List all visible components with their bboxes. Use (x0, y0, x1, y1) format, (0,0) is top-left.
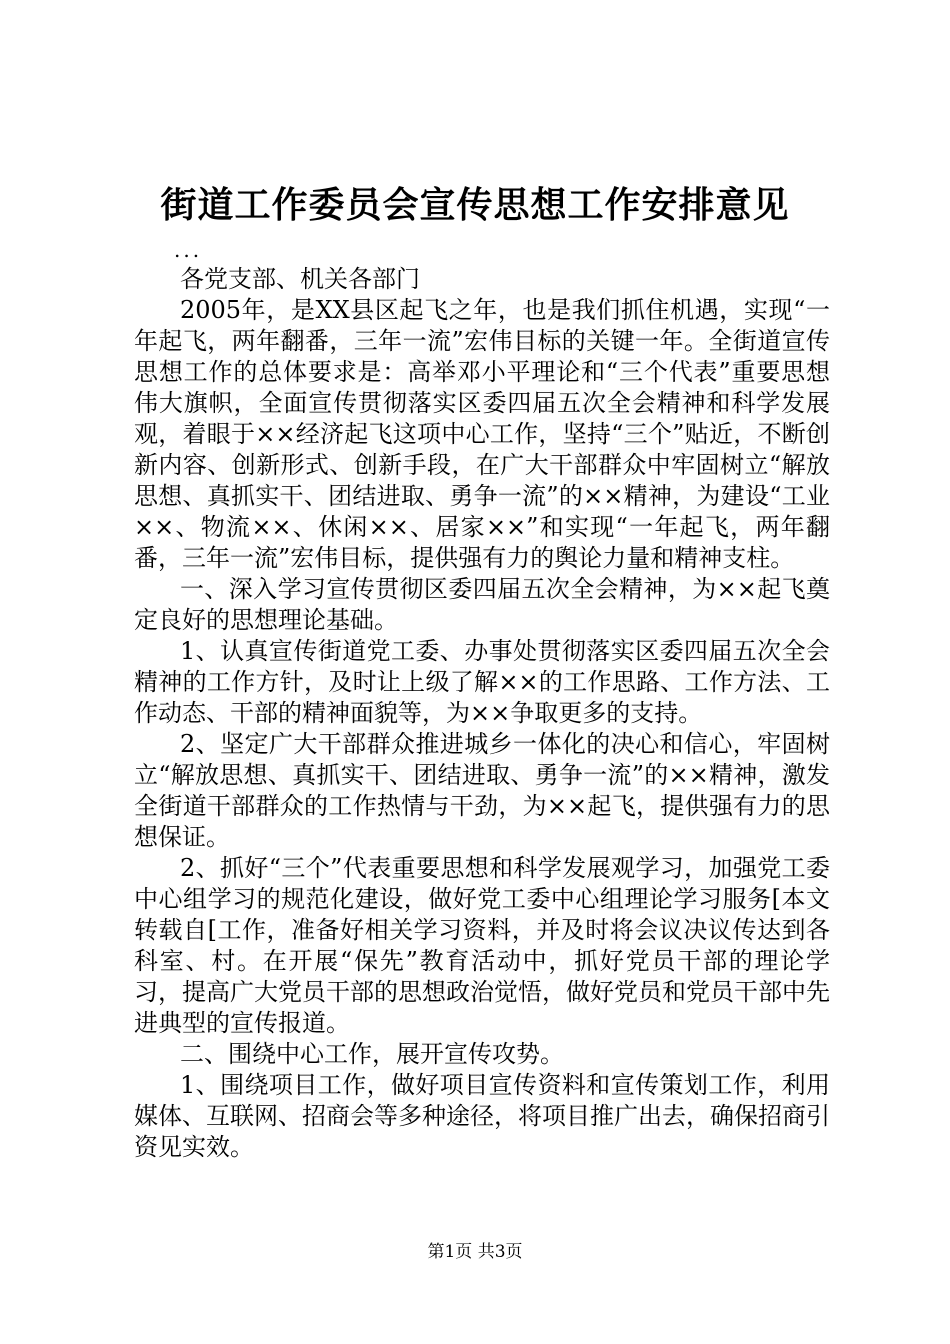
section-heading: 一、深入学习宣传贯彻区委四届五次全会精神，为××起飞奠定良好的思想理论基础。 (134, 575, 830, 634)
paragraph: 2005年，是XX县区起飞之年，也是我们抓住机遇，实现“一年起飞，两年翻番，三年一流”宏伟目标的关键一年。全街道宣传思想工作的总体要求是：高举邓小平理论和“三个代表”重要思想伟大旗帜，全面宣传贯彻落实区委四届五次全会精神和科学发展观，着眼于××经济起飞这项中心工作，坚持“三个”贴近，不断创新内容、创新形式、创新手段，在广大干部群众中牢固树立“解放思想、真抓实干、团结进取、勇争一流”的××精神，为建设“工业××、物流××、休闲××、居家××”和实现“一年起飞，两年翻番，三年一流”宏伟目标，提供强有力的舆论力量和精神支柱。 (134, 296, 830, 572)
document-title: 街道工作委员会宣传思想工作安排意见 (160, 184, 790, 226)
paragraph: 1、围绕项目工作，做好项目宣传资料和宣传策划工作，利用媒体、互联网、招商会等多种途径，将项目推广出去，确保招商引资见实效。 (134, 1071, 830, 1161)
section-heading: 二、围绕中心工作，展开宣传攻势。 (180, 1040, 564, 1068)
salutation: 各党支部、机关各部门 (180, 265, 420, 293)
paragraph: 2、抓好“三个”代表重要思想和科学发展观学习，加强党工委中心组学习的规范化建设，做好党工委中心组理论学习服务[本文转载自[工作，准备好相关学习资料，并及时将会议决议传达到各科室、村。在开展“保先”教育活动中，抓好党员干部的理论学习，提高广大党员干部的思想政治觉悟，做好党员和党员干部中先进典型的宣传报道。 (134, 854, 830, 1037)
paragraph: 1、认真宣传街道党工委、办事处贯彻落实区委四届五次全会精神的工作方针，及时让上级了解××的工作思路、工作方法、工作动态、干部的精神面貌等，为××争取更多的支持。 (134, 637, 830, 727)
page-footer: 第1页 共3页 (427, 1242, 523, 1262)
paragraph: 2、坚定广大干部群众推进城乡一体化的决心和信心，牢固树立“解放思想、真抓实干、团结进取、勇争一流”的××精神，激发全街道干部群众的工作热情与干劲，为××起飞，提供强有力的思想保证。 (134, 730, 830, 851)
ellipsis-marker: ... (174, 238, 203, 262)
document-body (134, 236, 830, 1163)
